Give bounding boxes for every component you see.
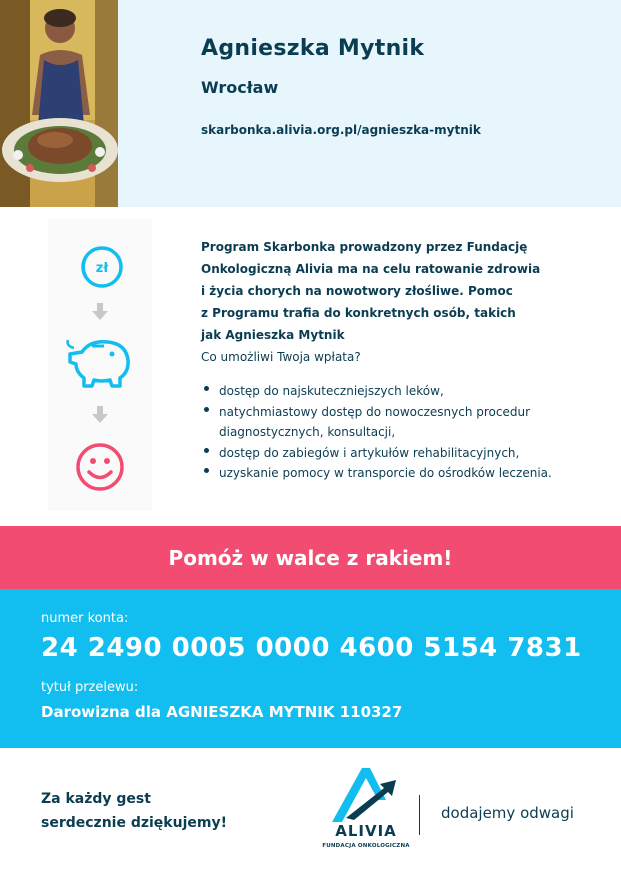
- benefit-item: natychmiastowy dostęp do nowoczesnych procedur diagnostycznych, konsultacji,: [201, 402, 586, 443]
- person-name: Agnieszka Mytnik: [201, 36, 425, 61]
- program-line: Program Skarbonka prowadzony przez Fundację: [201, 240, 528, 254]
- alivia-logo-subtitle: FUNDACJA ONKOLOGICZNA: [322, 843, 410, 849]
- thanks-line: Za każdy gest: [41, 791, 151, 807]
- program-line: jak Agnieszka Mytnik: [201, 328, 345, 342]
- program-line: z Programu trafia do konkretnych osób, takich: [201, 306, 516, 320]
- benefit-item: dostęp do najskuteczniejszych leków,: [201, 381, 586, 402]
- slogan: dodajemy odwagi: [441, 804, 574, 822]
- transfer-title-label: tytuł przelewu:: [41, 680, 139, 695]
- thanks-line: serdecznie dziękujemy!: [41, 815, 227, 831]
- steps-icon-column: [48, 219, 152, 511]
- donation-question: Co umożliwi Twoja wpłata?: [201, 350, 361, 364]
- alivia-logo-icon: [326, 766, 406, 854]
- footer-divider: [419, 795, 420, 835]
- arrow-down-icon: [92, 303, 108, 325]
- smiley-face-icon: [74, 441, 126, 497]
- coin-currency-label: zł: [95, 261, 109, 276]
- benefit-item: uzyskanie pomocy w transporcie do ośrodków leczenia.: [201, 463, 586, 484]
- alivia-logo-name: ALIVIA: [335, 822, 397, 840]
- piggy-bank-icon: [64, 332, 134, 394]
- banner-text: Pomóż w walce z rakiem!: [168, 545, 453, 570]
- call-to-action-banner: [0, 526, 621, 589]
- transfer-title: Darowizna dla AGNIESZKA MYTNIK 110327: [41, 703, 403, 721]
- coin-icon: [76, 243, 124, 295]
- account-number: 24 2490 0005 0000 4600 5154 7831: [41, 633, 582, 663]
- profile-photo: [0, 0, 118, 207]
- program-description: [201, 236, 586, 346]
- program-line: i życia chorych na nowotwory złośliwe. Pomoc: [201, 284, 513, 298]
- person-city: Wrocław: [201, 78, 279, 97]
- arrow-down-icon: [92, 406, 108, 428]
- account-number-label: numer konta:: [41, 611, 129, 626]
- profile-url-link[interactable]: skarbonka.alivia.org.pl/agnieszka-mytnik: [201, 123, 481, 137]
- benefits-list: [201, 381, 586, 484]
- benefit-item: dostęp do zabiegów i artykułów rehabilitacyjnych,: [201, 443, 586, 464]
- thank-you-message: [41, 787, 227, 835]
- program-line: Onkologiczną Alivia ma na celu ratowanie zdrowia: [201, 262, 541, 276]
